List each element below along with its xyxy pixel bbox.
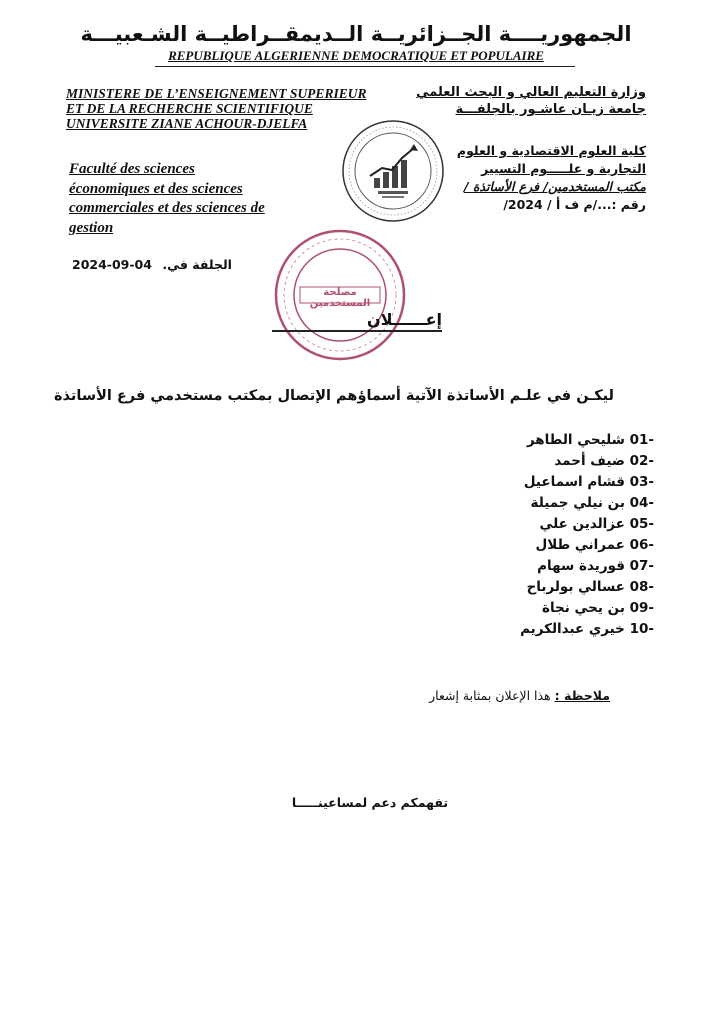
document-date [72, 257, 232, 272]
list-item [394, 514, 654, 535]
names-list [394, 430, 654, 640]
ministry-line-1: MINISTERE DE L’ENSEIGNEMENT SUPERIEUR [66, 86, 367, 101]
list-item-name: ضيف أحمد [554, 453, 625, 469]
list-item-number: 10- [629, 621, 654, 637]
list-item-name: خيري عبدالكريم [520, 621, 625, 637]
faculty-line: commerciales et des sciences de [69, 200, 265, 216]
list-item-name: عسالي بولرباح [526, 579, 625, 595]
faculty-line: Faculté des sciences [69, 161, 195, 177]
list-item-name: عزالدين علي [539, 516, 625, 532]
university-name-fr: UNIVERSITE ZIANE ACHOUR-DJELFA [66, 116, 308, 131]
list-item-name: عمراني طلال [535, 537, 625, 553]
list-item-number: 07- [629, 558, 654, 574]
faculty-ar-line-1: كلية العلوم الاقتصادية و العلوم [456, 143, 646, 158]
list-item [394, 556, 654, 577]
date-prefix: الجلفة في. [162, 257, 232, 272]
ministry-block-ar [386, 84, 646, 118]
list-item [394, 430, 654, 451]
header-divider [155, 66, 575, 67]
list-item [394, 598, 654, 619]
ministry-ar: وزارة التعليم العالي و البحث العلمي [416, 85, 646, 100]
list-item [394, 472, 654, 493]
note [429, 688, 610, 703]
stamp-label: مصلحة المستخدمين [309, 287, 371, 309]
reference-number: رقم :.../م ف أ / 2024/ [503, 197, 646, 212]
note-label: ملاحظة : [554, 688, 610, 703]
list-item-number: 02- [629, 453, 654, 469]
list-item [394, 451, 654, 472]
faculty-ar-line-2: التجارية و علـــــوم التسيير [481, 161, 646, 176]
ministry-line-2: ET DE LA RECHERCHE SCIENTIFIQUE [66, 101, 313, 116]
list-item-number: 04- [629, 495, 654, 511]
list-item-number: 01- [629, 432, 654, 448]
list-item-name: قوريدة سهام [537, 558, 625, 574]
announcement-title: إعــــــلان [272, 310, 442, 332]
list-item-number: 08- [629, 579, 654, 595]
announcement-intro: ليكـن في علـم الأساتذة الآتية أسماؤهم الإتصال بمكتب مستخدمي فرع الأساتذة [54, 388, 614, 404]
faculty-line: économiques et des sciences [69, 180, 243, 197]
list-item [394, 493, 654, 514]
office-ar: مكتب المستخدمين/ فرع الأساتذة / [463, 179, 646, 194]
closing-line: تفهمكم دعم لمساعينـــــا [291, 795, 449, 810]
list-item [394, 535, 654, 556]
list-item-name: بن يحي نجاة [541, 600, 625, 616]
list-item [394, 619, 654, 640]
header-arabic-title: الجمهوريــــة الجــزائريــة الــديمقــراطيــة الشـعبيـــة [80, 22, 632, 46]
list-item-name: بن نيلي جميلة [530, 495, 625, 511]
list-item [394, 577, 654, 598]
note-text: هذا الإعلان بمثابة إشعار [429, 688, 551, 703]
date-value: 2024-09-04 [72, 257, 152, 272]
list-item-name: قشام اسماعيل [523, 474, 625, 490]
list-item-number: 06- [629, 537, 654, 553]
list-item-name: شليحي الطاهر [526, 432, 625, 448]
university-logo [340, 118, 446, 224]
faculty-line: gestion [69, 219, 114, 236]
university-name-ar: جامعة زيـان عاشـور بالجلفـــة [455, 102, 646, 117]
list-item-number: 05- [629, 516, 654, 532]
list-item-number: 09- [629, 600, 654, 616]
header-french-title: REPUBLIQUE ALGERIENNE DEMOCRATIQUE ET POPULAIRE [168, 48, 544, 63]
list-item-number: 03- [629, 474, 654, 490]
